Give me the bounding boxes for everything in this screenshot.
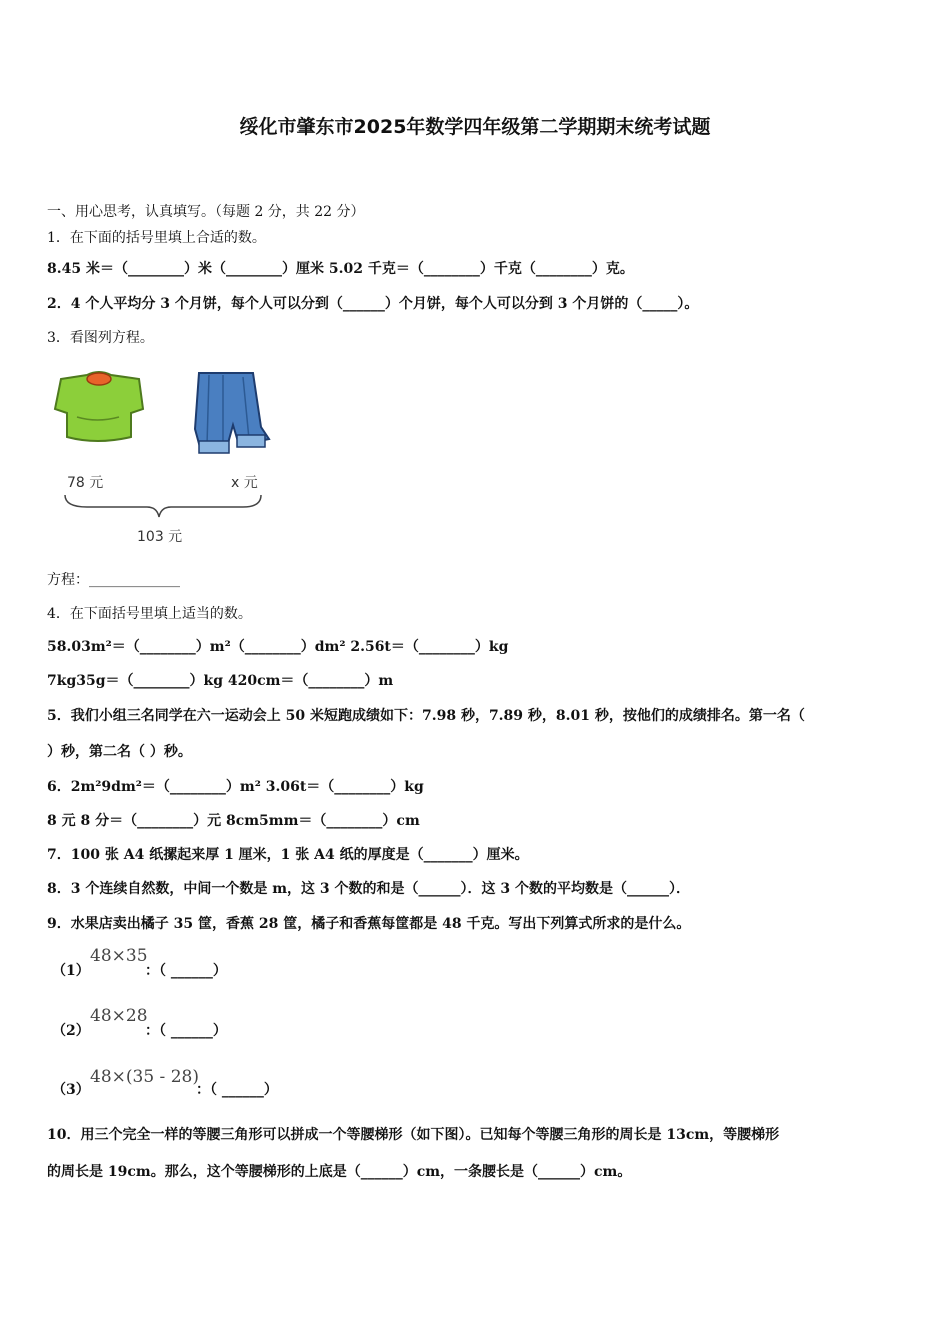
page-title: 绥化市肇东市2025年数学四年级第二学期期末统考试题 <box>239 116 711 138</box>
question-4-stem: 4．在下面括号里填上适当的数。 <box>47 606 252 622</box>
question-3-answer: 方程：_____________ <box>47 572 180 588</box>
question-9-item-2-number: （2） <box>52 1023 90 1039</box>
question-9-item-3-expression: 48×(35 - 28) <box>90 1067 199 1087</box>
question-2: 2．4 个人平均分 3 个月饼，每个人可以分到（______）个月饼，每个人可以分到 3 个月饼的（_____）。 <box>47 296 699 312</box>
shirt-image <box>55 372 143 441</box>
question-6-line-2: 8 元 8 分＝（________）元 8cm5mm＝（________）cm <box>47 813 420 829</box>
question-9-item-2-expression: 48×28 <box>90 1006 148 1026</box>
question-3-figure <box>47 365 287 555</box>
question-9-item-3-number: （3） <box>52 1082 90 1098</box>
question-4-line-2: 7kg35g＝（________）kg 420cm＝（________）m <box>47 673 394 689</box>
section-heading: 一、用心思考，认真填写。（每题 2 分，共 22 分） <box>47 204 365 220</box>
label-shirt-price: 78 元 <box>67 475 104 491</box>
question-7: 7．100 张 A4 纸摞起来厚 1 厘米，1 张 A4 纸的厚度是（_______）厘米。 <box>47 847 529 863</box>
question-5-line-1: 5．我们小组三名同学在六一运动会上 50 米短跑成绩如下：7.98 秒，7.89 秒，8.01 秒，按他们的成绩排名。第一名（ <box>47 708 805 724</box>
question-9-stem: 9．水果店卖出橘子 35 筐，香蕉 28 筐，橘子和香蕉每筐都是 48 千克。写出下列算式所求的是什么。 <box>47 916 691 932</box>
label-pants-price: x 元 <box>231 475 258 491</box>
question-1-stem: 1．在下面的括号里填上合适的数。 <box>47 230 266 246</box>
question-6-line-1: 6．2m²9dm²＝（________）m² 3.06t＝（________）kg <box>47 779 424 795</box>
question-9-item-1-number: （1） <box>52 963 90 979</box>
question-9-item-3-answer: ：（ ______） <box>196 1082 278 1098</box>
question-9-item-1-expression: 48×35 <box>90 946 148 966</box>
question-5-line-2: ）秒，第二名（ ）秒。 <box>47 744 192 760</box>
question-8: 8．3 个连续自然数，中间一个数是 m，这 3 个数的和是（______）．这 3 个数的平均数是（______）． <box>47 881 691 897</box>
question-4-line-1: 58.03m²＝（________）m²（________）dm² 2.56t＝（________）kg <box>47 639 509 655</box>
question-3-stem: 3．看图列方程。 <box>47 330 154 346</box>
question-9-item-2-answer: ：（ ______） <box>145 1023 227 1039</box>
label-total-price: 103 元 <box>137 529 183 545</box>
pants-image <box>195 373 269 453</box>
question-9-item-1-answer: ：（ ______） <box>145 963 227 979</box>
question-10-line-1: 10．用三个完全一样的等腰三角形可以拼成一个等腰梯形（如下图）。已知每个等腰三角形的周长是 13cm，等腰梯形 <box>47 1127 780 1143</box>
question-10-line-2: 的周长是 19cm。那么，这个等腰梯形的上底是（______）cm，一条腰长是（______）cm。 <box>47 1164 632 1180</box>
question-1-line: 8.45 米＝（________）米（________）厘米 5.02 千克＝（________）千克（________）克。 <box>47 261 634 277</box>
brace <box>65 495 261 517</box>
